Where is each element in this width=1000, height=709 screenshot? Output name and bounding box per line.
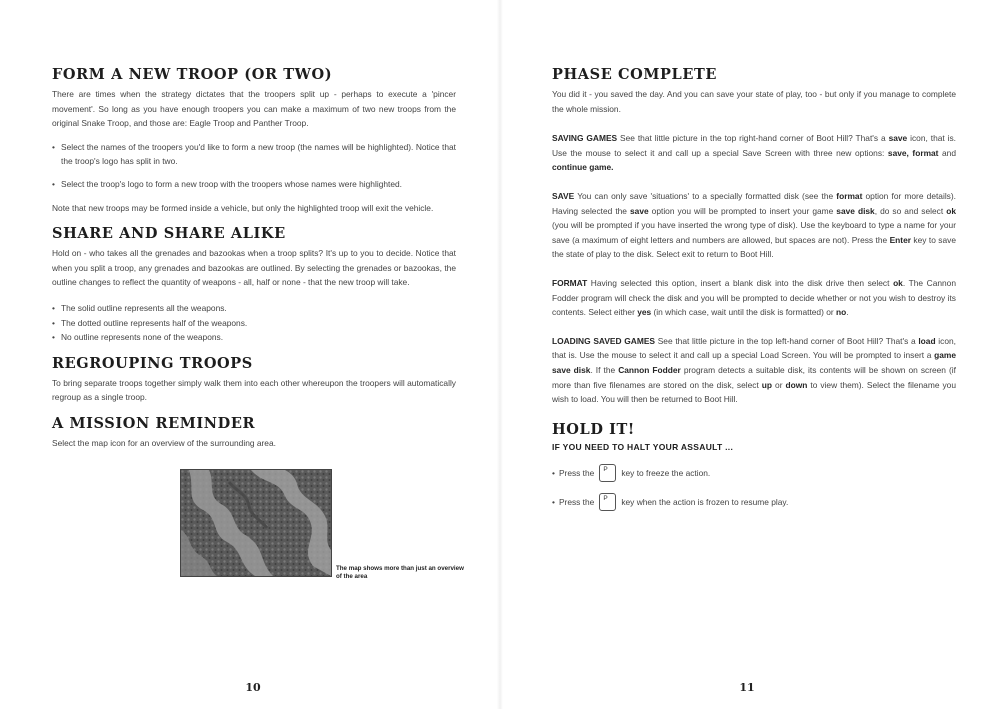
save-bold-3: save disk	[836, 205, 875, 216]
share-bullet-1: • The solid outline represents all the weapons.	[52, 301, 456, 316]
resume-text-after: key when the action is frozen to resume play.	[621, 496, 789, 507]
p-key-icon	[599, 464, 616, 482]
form-troop-heading: FORM A NEW TROOP (OR TWO)	[52, 66, 333, 83]
share-heading: SHARE AND SHARE ALIKE	[52, 225, 286, 243]
saving-text-1: See that little picture in the top right-hand corner of Boot Hill? That's a	[617, 133, 889, 144]
form-troop-bullets	[52, 140, 456, 192]
format-term: FORMAT	[552, 277, 588, 288]
loading-bold-5: down	[785, 379, 808, 390]
save-text-2: option for more details). Having selected the	[552, 190, 956, 216]
saving-text-3: and	[938, 147, 956, 158]
save-text-4: , do so and select	[874, 205, 947, 216]
save-term: SAVE	[552, 190, 575, 201]
regroup-heading: REGROUPING TROOPS	[52, 354, 253, 372]
map-caption: The map shows more than just an overview of the area	[336, 564, 464, 580]
loading-bold-2: game save disk	[552, 350, 956, 375]
format-paragraph	[552, 276, 956, 320]
loading-text-5: or	[772, 379, 786, 390]
format-text-3: (in which case, wait until the disk is formatted) or	[651, 307, 836, 318]
loading-text-2: icon, that is. Use the mouse to select it and call up a special Load Screen. You will be prompted to insert a	[552, 335, 956, 361]
save-bold-4: ok	[946, 205, 956, 216]
bullet-dot: •	[552, 467, 555, 478]
pause-text-before: Press the	[558, 467, 595, 478]
map-screenshot-image	[180, 469, 332, 577]
save-bold-5: Enter	[889, 234, 912, 245]
saving-text-2: icon, that is. Use the mouse to select it and call up a special Save Screen with three new options:	[552, 133, 957, 158]
page-number-left: 10	[245, 681, 261, 694]
format-bold-3: no	[835, 307, 847, 318]
form-troop-note: Note that new troops may be formed inside a vehicle, but only the highlighted troop will exit the vehicle.	[52, 202, 434, 213]
p-key-letter: P	[603, 465, 608, 473]
left-column	[52, 66, 464, 589]
hold-subheading: IF YOU NEED TO HALT YOUR ASSAULT ...	[552, 441, 734, 452]
save-text-1: You can only save 'situations' to a specially formatted disk (see the	[574, 190, 837, 201]
loading-text-6: to view them). Select the filename you wish to load. You will then be returned to Boot Hill.	[552, 379, 956, 405]
format-text-2: . The Cannon Fodder program will check the disk and you will be prompted to decide whether or not you wish to destroy its contents. Select either	[552, 277, 956, 318]
page-right	[500, 0, 1000, 709]
map-figure	[52, 469, 464, 589]
regroup-text: To bring separate troops together simply walk them into each other whereupon the troopers will automatically regroup as a single troop.	[52, 377, 456, 403]
resume-text-before: Press the	[558, 496, 595, 507]
loading-bold-4: up	[761, 379, 773, 390]
pause-text-after: key to freeze the action.	[621, 467, 711, 478]
save-paragraph	[552, 189, 956, 262]
format-text-1: Having selected this option, insert a blank disk into the disk drive then select	[587, 277, 894, 288]
loading-text-4: program detects a suitable disk, its contents will be shown on screen (if more than five filenames are stored on the disk, select	[552, 364, 956, 390]
form-troop-bullet-1: • Select the names of the troopers you'd like to form a new troop (the names will be highlighted). Notice that the troop's logo has split in two.	[52, 140, 456, 169]
terrain-map-graphic	[181, 470, 331, 576]
loading-bold-3: Cannon Fodder	[618, 364, 681, 375]
phase-text: You did it - you saved the day. And you can save your state of play, too - but only if you manage to complete the whole mission.	[552, 89, 956, 114]
form-troop-intro: There are times when the strategy dictates that the troopers split up - perhaps to execute a 'pincer movement'. So long as you have enough troopers you can make a maximum of two new troops from the original Snake Troop, and those are: Eagle Troop and Panther Troop.	[52, 89, 456, 129]
save-bold-1: format	[836, 190, 863, 201]
save-text-6: key to save the state of play to the disk. Select exit to return to Boot Hill.	[552, 234, 956, 260]
format-bold-1: ok	[893, 277, 903, 288]
p-key-icon	[599, 493, 616, 511]
right-column	[552, 66, 956, 513]
page-number-right: 11	[739, 681, 755, 694]
hold-heading: HOLD IT!	[552, 420, 635, 438]
pause-row	[552, 462, 956, 484]
share-text: Hold on - who takes all the grenades and bazookas when a troop splits? It's up to you to decide. Notice that when you split a troop, any grenades and bazookas are outlined. By selecting the grenades or bazookas, the outline changes to reflect the quantity of weapons - all, half or none - that the new troop will take.	[52, 248, 456, 288]
share-bullet-3: • No outline represents none of the weapons.	[52, 330, 456, 345]
saving-save-bold: save	[888, 133, 908, 144]
loading-text-1: See that little picture in the top left-hand corner of Boot Hill? That's a	[655, 335, 919, 346]
form-troop-bullet-2: • Select the troop's logo to form a new troop with the troopers whose names were highlighted.	[52, 177, 456, 192]
save-text-3: option you will be prompted to insert your game	[648, 205, 837, 216]
bullet-dot: •	[552, 496, 555, 507]
saving-continue-bold: continue game.	[552, 162, 614, 173]
save-text-5: (you will be prompted if you have inserted the wrong type of disk). Use the keyboard to type a name for your save (a maximum of eight letters and numbers are allowed, but spaces are not). Press the	[552, 220, 956, 245]
format-bold-2: yes	[637, 307, 652, 318]
loading-bold-1: load	[918, 335, 936, 346]
saving-options-bold: save, format	[887, 147, 939, 158]
share-bullet-2: • The dotted outline represents half of the weapons.	[52, 316, 456, 331]
mission-text: Select the map icon for an overview of the surrounding area.	[52, 437, 276, 448]
saving-games-term: SAVING GAMES	[552, 133, 618, 144]
p-key-letter: P	[603, 494, 608, 502]
resume-row	[552, 491, 956, 513]
loading-paragraph	[552, 334, 956, 407]
phase-heading: PHASE COMPLETE	[552, 66, 718, 83]
mission-heading: A MISSION REMINDER	[52, 414, 256, 432]
share-bullets	[52, 301, 456, 345]
format-text-4: .	[846, 307, 849, 318]
loading-text-3: . If the	[590, 364, 619, 375]
saving-games-paragraph	[552, 131, 956, 175]
save-bold-2: save	[630, 205, 649, 216]
loading-term: LOADING SAVED GAMES	[552, 335, 655, 346]
